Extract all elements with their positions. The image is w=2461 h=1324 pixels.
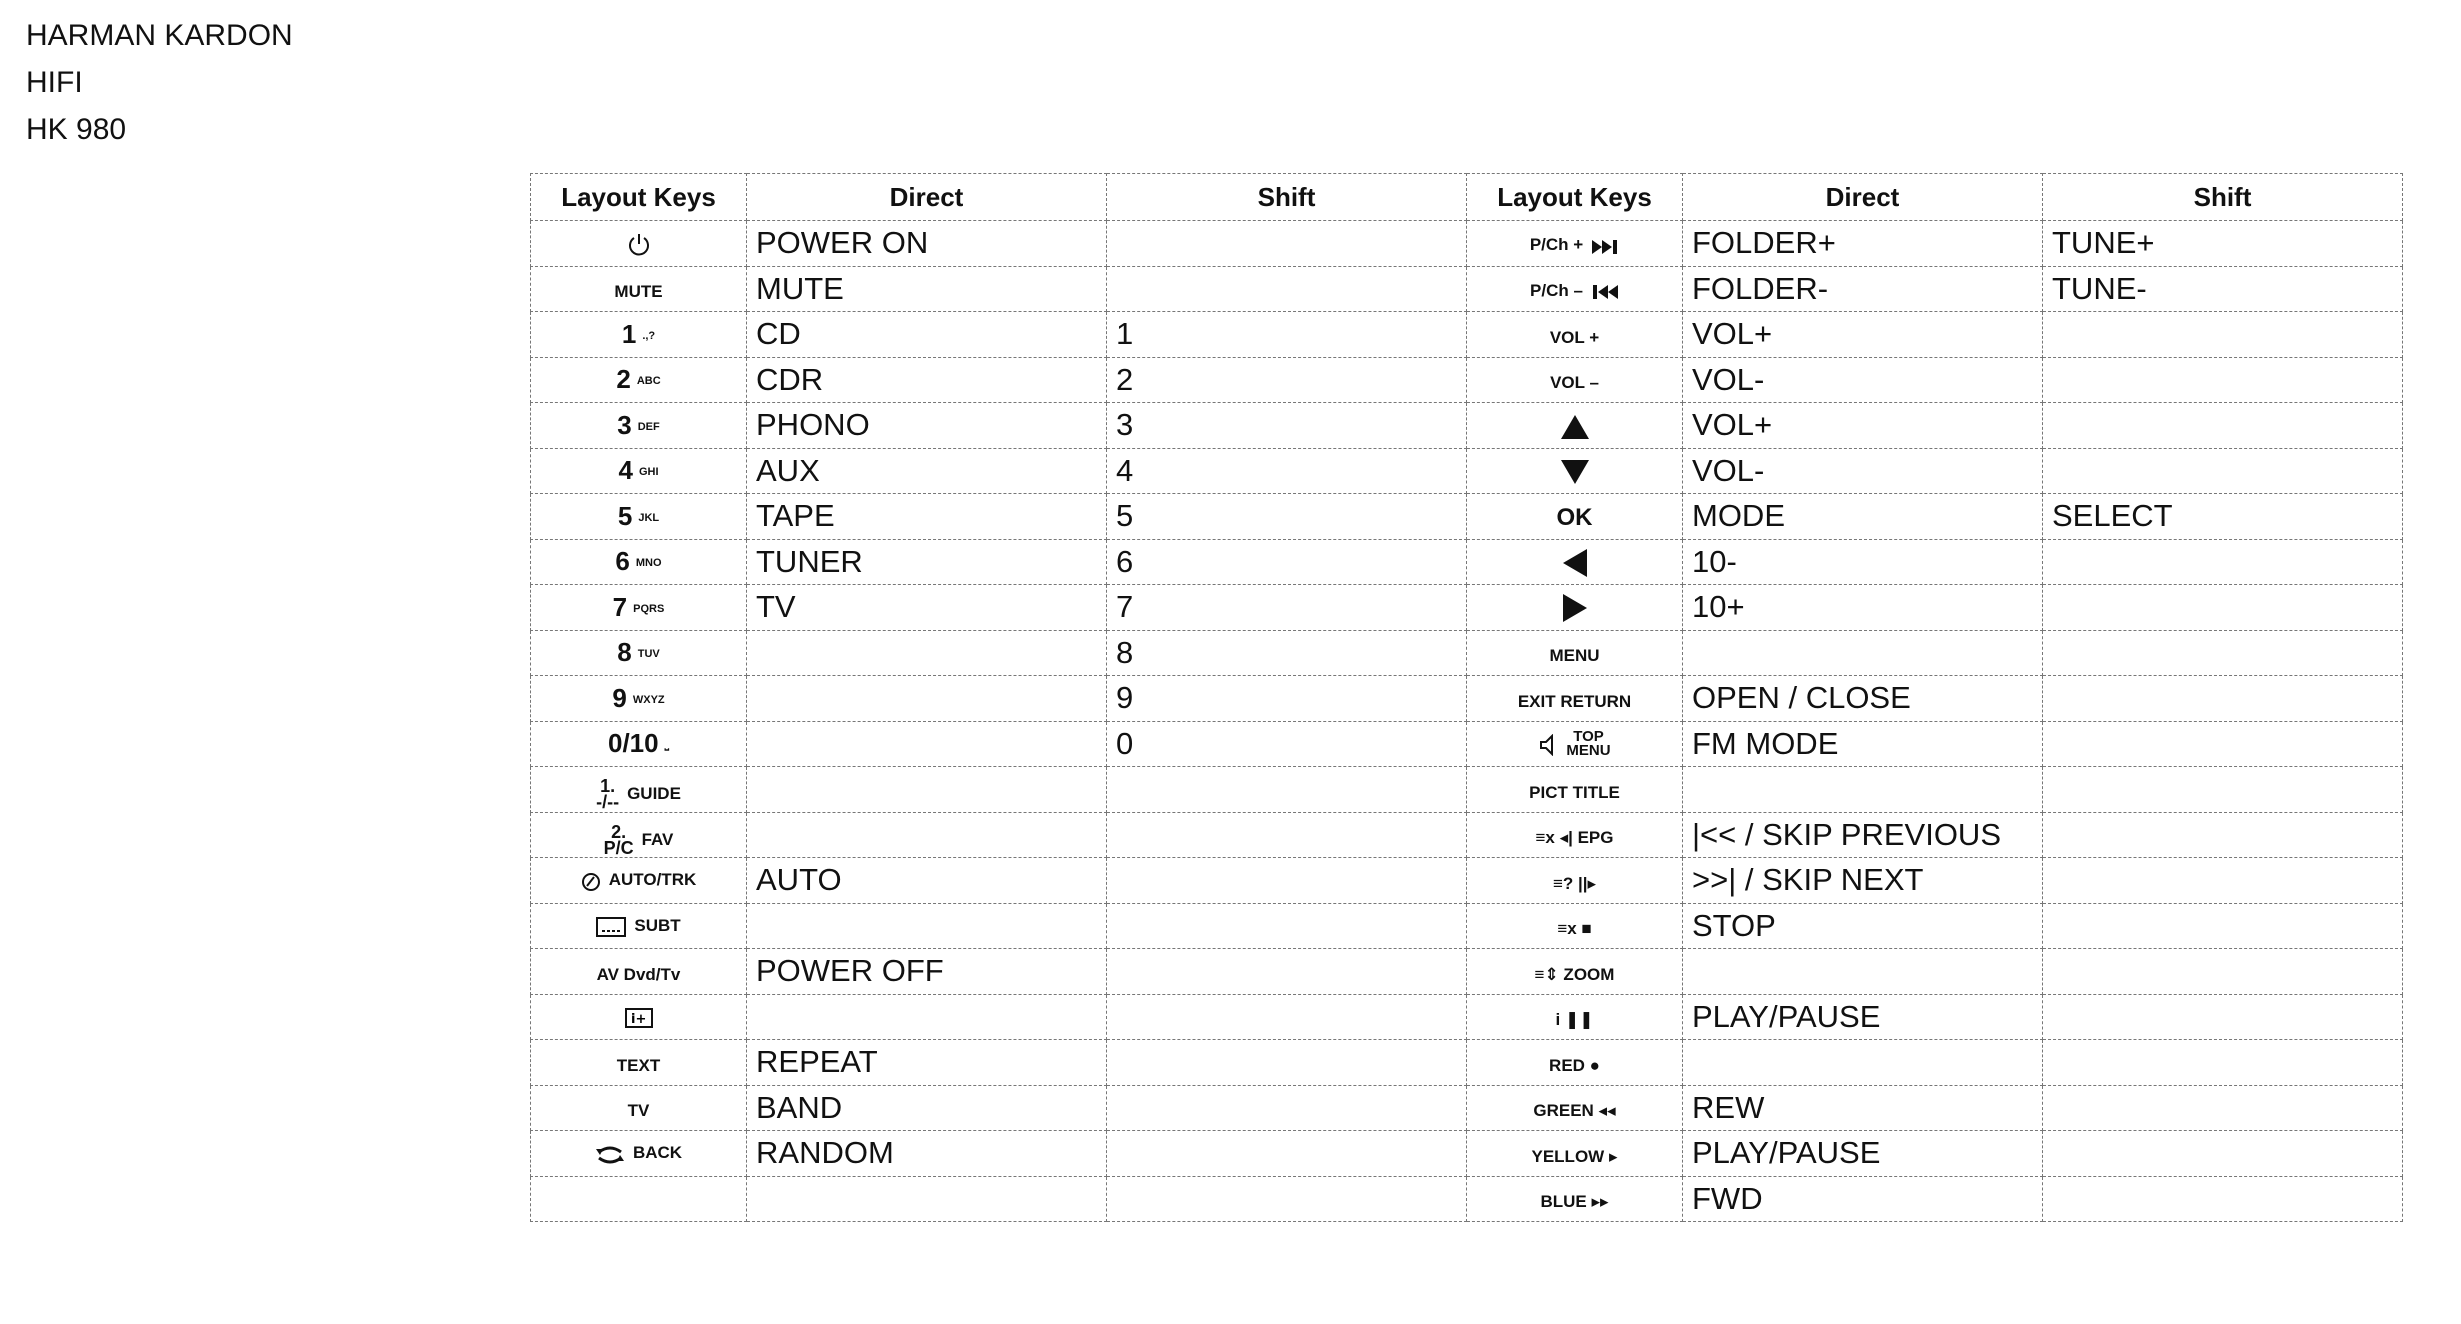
direct-cell [747,994,1107,1040]
col-header-layout-keys: Layout Keys [531,174,747,221]
shift-cell [2043,1040,2403,1086]
key-label: BLUE ▸▸ [1540,1192,1609,1212]
layout-key-cell [531,767,747,813]
layout-key-cell [531,312,747,358]
key-label: SUBT [634,915,681,935]
direct-cell: PLAY/PAUSE [1683,1131,2043,1177]
shift-cell [1107,1176,1467,1222]
key-number: 1 [621,318,637,349]
shift-cell: 6 [1107,539,1467,585]
direct-cell: FOLDER- [1683,266,2043,312]
svg-text:i+: i+ [630,1012,646,1028]
layout-key-cell [1467,266,1683,312]
table-header-row [531,174,2403,221]
layout-key-cell [1467,858,1683,904]
shift-cell: 2 [1107,357,1467,403]
document-header [26,12,293,153]
shift-cell: 8 [1107,630,1467,676]
col-header-shift-2: Shift [2043,174,2403,221]
direct-cell: OPEN / CLOSE [1683,676,2043,722]
table-row [531,1176,2403,1222]
layout-key-cell [531,585,747,631]
layout-key-cell [1467,1040,1683,1086]
layout-key-cell [531,1040,747,1086]
shift-cell [1107,1131,1467,1177]
layout-key-cell [531,266,747,312]
table-row [531,1040,2403,1086]
key-letters: ⎵ [664,738,669,751]
layout-key-cell [531,221,747,267]
shift-cell [2043,1085,2403,1131]
shift-cell [1107,812,1467,858]
table-row [531,585,2403,631]
table-row [531,221,2403,267]
left-arrow-icon [1562,546,1588,576]
direct-cell [1683,630,2043,676]
category-title: HIFI [26,66,83,99]
key-top: 2. [611,821,627,842]
direct-cell: VOL- [1683,448,2043,494]
table-row [531,357,2403,403]
info-plus-icon [625,1001,653,1032]
layout-key-cell [1467,403,1683,449]
key-letters: MNO [635,557,662,570]
key-label: GUIDE [627,784,681,804]
layout-key-cell [1467,1176,1683,1222]
key-letters: JKL [638,511,660,524]
shift-cell [2043,539,2403,585]
layout-key-cell [1467,812,1683,858]
key-number: 5 [617,500,633,531]
direct-cell: PHONO [747,403,1107,449]
direct-cell [1683,1040,2043,1086]
layout-key-cell [531,949,747,995]
shift-cell [1107,1040,1467,1086]
key-letters: DEF [637,420,660,433]
key-label: ≡x ■ [1557,919,1592,939]
shift-cell [1107,266,1467,312]
key-letters: WXYZ [632,693,665,706]
layout-key-cell [531,448,747,494]
key-label: P/Ch + [1529,235,1584,254]
table-row [531,1131,2403,1177]
subtitle-icon [596,910,626,941]
layout-key-cell [1467,767,1683,813]
direct-cell: RANDOM [747,1131,1107,1177]
direct-cell: MUTE [747,266,1107,312]
layout-key-cell [1467,494,1683,540]
layout-key-cell [531,1085,747,1131]
key-number: 8 [617,637,632,668]
direct-cell: FOLDER+ [1683,221,2043,267]
shift-cell [1107,221,1467,267]
down-arrow-icon [1560,455,1590,485]
top-menu-label [1566,727,1611,759]
key-label: ≡x ◂| EPG [1535,828,1614,848]
layout-key-cell [531,630,747,676]
key-label: P/Ch – [1530,280,1583,300]
direct-cell: AUTO [747,858,1107,904]
table-row [531,812,2403,858]
table-row [531,1085,2403,1131]
layout-key-cell [1467,448,1683,494]
layout-key-cell [531,1176,747,1222]
direct-cell [747,630,1107,676]
shift-cell: TUNE- [2043,266,2403,312]
direct-cell: FWD [1683,1176,2043,1222]
shift-cell [2043,767,2403,813]
layout-key-cell [531,676,747,722]
shift-cell [2043,676,2403,722]
direct-cell: VOL+ [1683,403,2043,449]
layout-key-cell [531,1131,747,1177]
key-label: ≡⇕ ZOOM [1534,964,1615,984]
key-letters: GHI [638,466,659,479]
direct-cell: 10- [1683,539,2043,585]
layout-key-cell [1467,539,1683,585]
direct-cell: POWER OFF [747,949,1107,995]
key-label: VOL + [1549,327,1600,347]
direct-cell: AUX [747,448,1107,494]
table-row [531,448,2403,494]
brand-title: HARMAN KARDON [26,19,293,52]
table-row [531,676,2403,722]
col-header-direct: Direct [747,174,1107,221]
shift-cell: 1 [1107,312,1467,358]
direct-cell: MODE [1683,494,2043,540]
layout-key-cell [1467,949,1683,995]
direct-cell: CD [747,312,1107,358]
shift-cell [2043,312,2403,358]
layout-key-cell [1467,585,1683,631]
key-number-stack [603,821,634,858]
shift-cell [2043,994,2403,1040]
direct-cell: |<< / SKIP PREVIOUS [1683,812,2043,858]
key-letters: ABC [636,375,661,388]
direct-cell [747,903,1107,949]
key-letters: .,? [642,329,656,342]
shift-cell [2043,903,2403,949]
key-number-stack [596,778,619,810]
key-label: GREEN ◂◂ [1533,1101,1616,1121]
shift-cell: 0 [1107,721,1467,767]
key-bottom: P/C [603,837,634,858]
key-letters: PQRS [633,602,665,615]
shift-cell [2043,448,2403,494]
shift-cell: 9 [1107,676,1467,722]
col-header-layout-keys-2: Layout Keys [1467,174,1683,221]
shift-cell [2043,858,2403,904]
shift-cell [1107,949,1467,995]
right-arrow-icon [1562,591,1588,621]
layout-key-cell [531,403,747,449]
layout-key-cell [1467,357,1683,403]
auto-icon [581,865,601,896]
layout-key-cell [1467,994,1683,1040]
key-label: ≡? ||▸ [1552,873,1597,893]
direct-cell: REW [1683,1085,2043,1131]
key-label: BACK [632,1143,683,1163]
direct-cell: VOL+ [1683,312,2043,358]
key-label: VOL – [1550,373,1599,393]
shift-cell [2043,1131,2403,1177]
next-track-icon [1591,230,1619,261]
shift-cell: 5 [1107,494,1467,540]
direct-cell [1683,949,2043,995]
shift-cell [1107,1085,1467,1131]
col-header-shift: Shift [1107,174,1467,221]
power-icon [626,228,652,259]
key-mapping-table [530,173,2403,1222]
shift-cell [1107,994,1467,1040]
shift-cell: TUNE+ [2043,221,2403,267]
direct-cell: 10+ [1683,585,2043,631]
key-label: MENU [1549,646,1600,666]
table-row [531,949,2403,995]
col-header-direct-2: Direct [1683,174,2043,221]
back-icon [595,1138,625,1169]
key-label: OK [1556,503,1593,531]
up-arrow-icon [1560,410,1590,440]
key-number: 9 [612,682,627,713]
key-number: 3 [617,409,632,440]
key-number: 0/10 [607,728,659,759]
direct-cell: FM MODE [1683,721,2043,767]
prev-track-icon [1591,275,1619,306]
direct-cell [747,1176,1107,1222]
layout-key-cell [531,721,747,767]
shift-cell: 4 [1107,448,1467,494]
layout-key-cell [531,812,747,858]
key-label: TEXT [616,1055,661,1075]
direct-cell: TUNER [747,539,1107,585]
shift-cell [2043,585,2403,631]
key-label: FAV [641,829,674,849]
key-number: 2 [616,364,631,395]
key-label: YELLOW ▸ [1531,1146,1618,1166]
key-label: i ❚❚ [1555,1010,1594,1030]
direct-cell [1683,767,2043,813]
shift-cell [2043,357,2403,403]
shift-cell: SELECT [2043,494,2403,540]
direct-cell: CDR [747,357,1107,403]
shift-cell [2043,630,2403,676]
key-label: PICT TITLE [1529,782,1620,802]
table-row [531,539,2403,585]
shift-cell: 3 [1107,403,1467,449]
shift-cell [2043,812,2403,858]
direct-cell: TAPE [747,494,1107,540]
direct-cell: TV [747,585,1107,631]
shift-cell [2043,1176,2403,1222]
table-row [531,903,2403,949]
key-top: 1. [600,776,616,797]
layout-key-cell [1467,312,1683,358]
shift-cell [2043,721,2403,767]
key-number: 4 [618,455,633,486]
key-label: TV [627,1101,650,1121]
direct-cell: BAND [747,1085,1107,1131]
key-label: AV Dvd/Tv [596,964,681,984]
layout-key-cell [1467,1085,1683,1131]
key-number: 7 [612,591,628,622]
layout-key-cell [531,994,747,1040]
layout-key-cell [531,494,747,540]
direct-cell: PLAY/PAUSE [1683,994,2043,1040]
table-row [531,994,2403,1040]
layout-key-cell [1467,1131,1683,1177]
layout-key-cell [1467,903,1683,949]
layout-key-cell [1467,676,1683,722]
table-row [531,721,2403,767]
key-label: EXIT RETURN [1517,691,1632,711]
table-row [531,767,2403,813]
table-row [531,312,2403,358]
table-row [531,266,2403,312]
shift-cell [2043,949,2403,995]
shift-cell [2043,403,2403,449]
direct-cell [747,812,1107,858]
layout-key-cell [1467,721,1683,767]
key-letters: TUV [637,648,660,661]
layout-key-cell [531,539,747,585]
key-label: RED ● [1549,1055,1600,1075]
shift-cell [1107,767,1467,813]
direct-cell: VOL- [1683,357,2043,403]
direct-cell [747,721,1107,767]
shift-cell [1107,903,1467,949]
label-top: TOP [1573,727,1604,745]
table-row [531,630,2403,676]
speaker-icon [1538,728,1558,759]
layout-key-cell [531,357,747,403]
label-bottom: MENU [1566,741,1611,759]
table-row [531,494,2403,540]
key-number: 6 [615,546,630,577]
direct-cell [747,767,1107,813]
key-label: AUTO/TRK [608,870,697,890]
key-label: MUTE [614,282,663,302]
direct-cell: STOP [1683,903,2043,949]
shift-cell: 7 [1107,585,1467,631]
direct-cell [747,676,1107,722]
shift-cell [1107,858,1467,904]
key-bottom: -/-- [596,792,620,812]
direct-cell: POWER ON [747,221,1107,267]
table-row [531,403,2403,449]
layout-key-cell [1467,221,1683,267]
direct-cell: REPEAT [747,1040,1107,1086]
layout-key-cell [1467,630,1683,676]
direct-cell: >>| / SKIP NEXT [1683,858,2043,904]
layout-key-cell [531,858,747,904]
model-title: HK 980 [26,113,127,146]
layout-key-cell [531,903,747,949]
table-row [531,858,2403,904]
